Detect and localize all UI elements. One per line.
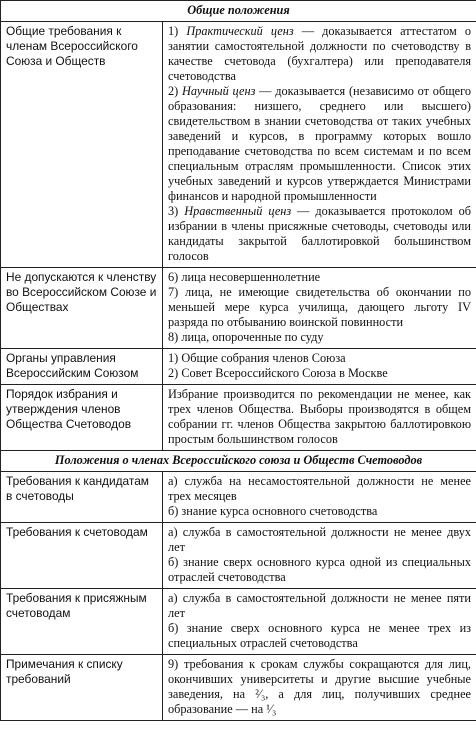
- list-item: б) знание курса основного счетоводства: [168, 504, 378, 518]
- table-row: [1, 349, 476, 385]
- item-number: 2): [168, 84, 183, 98]
- list-item: 6) лица несовершеннолетние: [168, 270, 321, 284]
- item-term: Научный ценз: [182, 84, 256, 98]
- row-content: [163, 523, 476, 589]
- row-content: [163, 385, 476, 451]
- list-item: а) служба в самостоятельной должности не менее пяти лет: [168, 591, 472, 620]
- table-row: [1, 655, 476, 721]
- table-row: [1, 523, 476, 589]
- row-label: Общие требования к членам Всероссийского Союза и Обществ: [1, 22, 163, 268]
- row-label: Порядок избрания и утверждения членов Общества Счетоводов: [1, 385, 163, 451]
- row-label: Органы управления Всероссийским Союзом: [1, 349, 163, 385]
- item-text: — доказывается (независимо от общего образования: низшего, среднего или высшего) свидетельством в знании счетоводства от таких учебных заведений и курсов, в программу которых вошло преподавание счетоводства по всем системам и по всем специальным отраслям промышленности. Список этих учебных заведений и курсов утверждается Министрами финансов и народной промышленности: [168, 84, 472, 203]
- item-term: Нравственный ценз: [184, 204, 292, 218]
- row-content: [163, 589, 476, 655]
- list-item: 2) Совет Всероссийского Союза в Москве: [168, 366, 388, 380]
- list-item: Избрание производится по рекомендации не менее, как трех членов Общества. Выборы производятся в общем собрании гг. членов Общества закрытою баллотировкою простым большинством голосов: [168, 387, 472, 446]
- list-item: 8) лица, опороченные по суду: [168, 330, 324, 344]
- list-item: б) знание сверх основного курса одной из специальных отраслей счетоводства: [168, 555, 472, 584]
- table-row: [1, 385, 476, 451]
- item-term: Практический ценз: [186, 24, 294, 38]
- list-item: [168, 204, 471, 264]
- row-content: [163, 655, 476, 721]
- section-title: Общие положения: [1, 1, 476, 22]
- table-row: [1, 589, 476, 655]
- list-item: [168, 24, 471, 84]
- row-label: Требования к присяжным счетоводам: [1, 589, 163, 655]
- list-item: 7) лица, не имеющие свидетельства об окончании по меньшей мере курса училища, дающего льготу IV разряда по отбыванию воинской повинности: [168, 285, 472, 329]
- item-number: 3): [168, 204, 185, 218]
- section-header-row: [1, 451, 476, 472]
- row-content: [163, 22, 476, 268]
- list-item: а) служба в самостоятельной должности не менее двух лет: [168, 525, 472, 554]
- row-label: Требования к кандидатам в счетоводы: [1, 472, 163, 523]
- list-item: 1) Общие собрания членов Союза: [168, 351, 346, 365]
- item-text: — доказывается протоколом об избрании в члены присяжные счетоводы, счетоводы или кандидаты закрытой баллотировкой большинством голосов: [168, 204, 472, 263]
- section-header-row: [1, 1, 476, 22]
- table-row: [1, 472, 476, 523]
- list-item: б) знание сверх основного курса не менее трех из специальных отраслей счетоводства: [168, 621, 472, 650]
- list-item: а) служба на несамостоятельной должности не менее трех месяцев: [168, 474, 472, 503]
- item-number: 1): [168, 24, 187, 38]
- row-label: Примечания к списку требований: [1, 655, 163, 721]
- row-content: [163, 268, 476, 349]
- table-row: [1, 22, 476, 268]
- row-content: [163, 349, 476, 385]
- list-item: 9) требования к срокам службы сокращаются для лиц, окончивших университеты и другие высшие учебные заведения, на ²⁄₃, а для лиц, получивших среднее образование — на ¹⁄₃: [168, 657, 472, 716]
- row-content: [163, 472, 476, 523]
- section-title: Положения о членах Всероссийского союза и Обществ Счетоводов: [1, 451, 476, 472]
- row-label: Не допускаются к членству во Всероссийском Союзе и Обществах: [1, 268, 163, 349]
- list-item: [168, 84, 471, 204]
- item-text: — доказывается аттестатом о занятии самостоятельной должности по счетоводству в качестве счетовода (бухгалтера) или преподавателя счетоводства: [168, 24, 472, 83]
- table-row: [1, 268, 476, 349]
- row-label: Требования к счетоводам: [1, 523, 163, 589]
